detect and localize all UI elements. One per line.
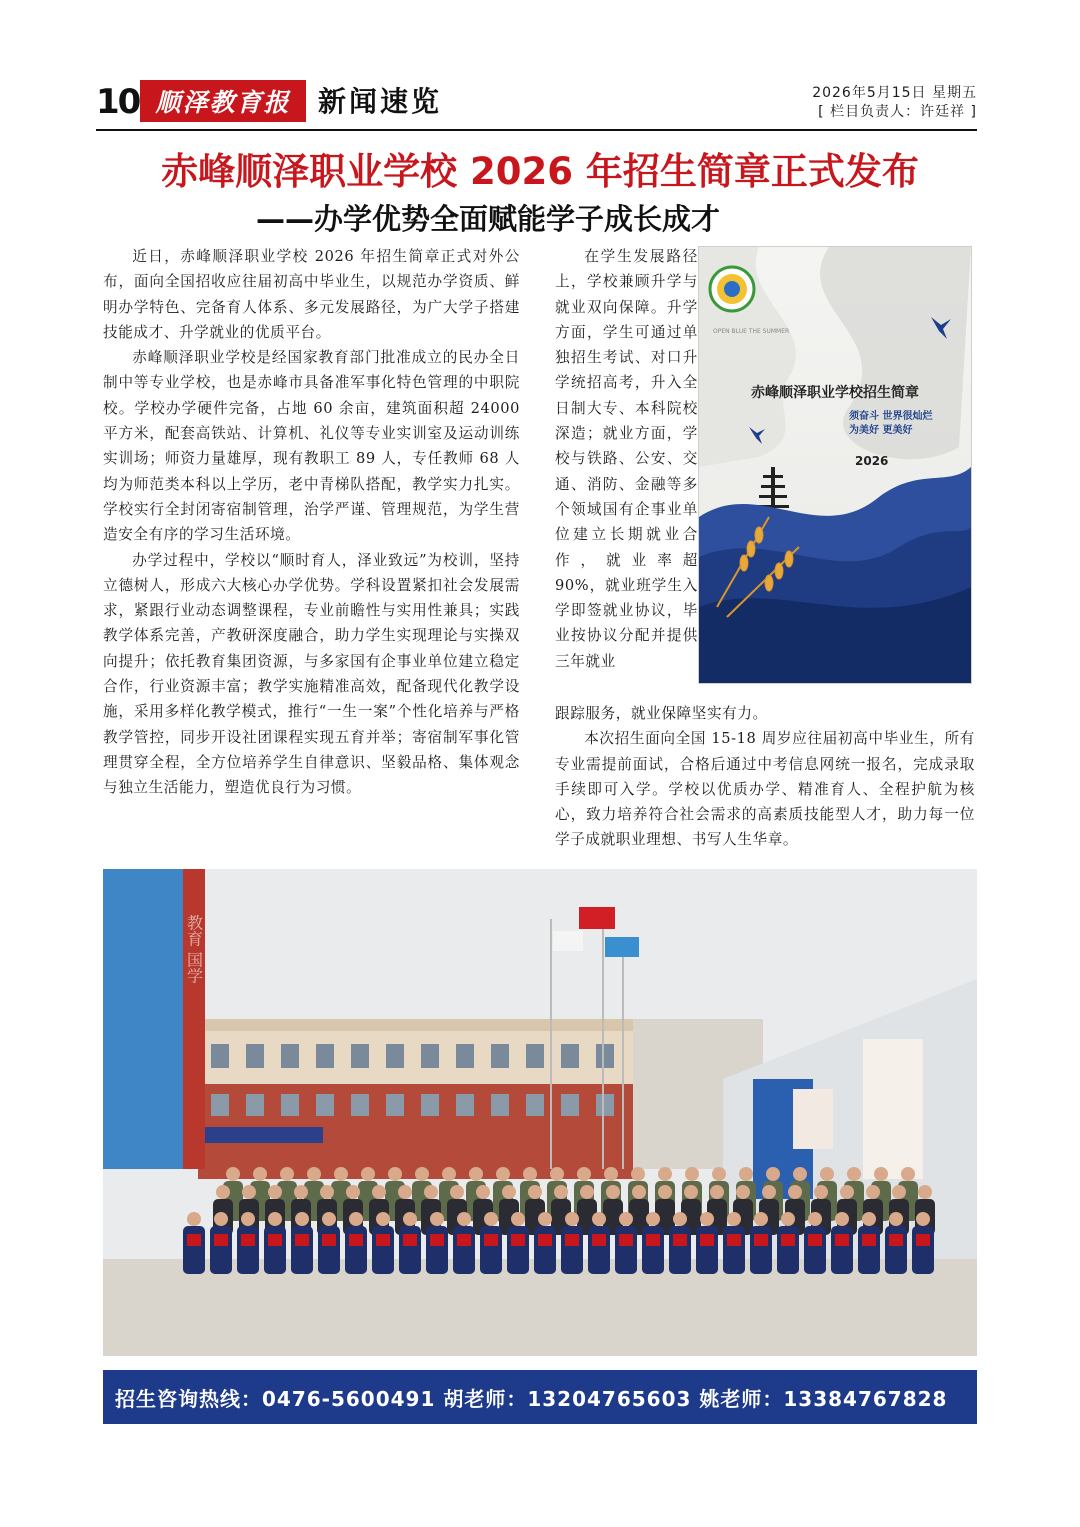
subheadline: ——办学优势全面赋能学子成长成才 <box>256 202 721 236</box>
school-building <box>198 1019 638 1179</box>
brochure-slogan-1: 须奋斗 世界很灿烂 <box>849 411 933 422</box>
paragraph-2: 赤峰顺泽职业学校是经国家教育部门批准成立的民办全日制中等专业学校，也是赤峰市具备准军事化特色管理的中职院校。学校办学硬件完备，占地 60 余亩，建筑面积超 24000 平方米，配套高铁站、计算机、礼仪等专业实训室及运动训练实训场；师资力量雄厚，现有教职工 89 人，专任教师 68 人均为师范类本科以上学历，老中青梯队搭配，教学实力扎实。学校实行全封闭寄宿制管理，治学严谨、管理规范，为学生营造安全有序的学习生活环境。 <box>103 349 520 544</box>
building-banner: 教育 国学 <box>184 914 204 984</box>
hotline-text: 招生咨询热线：0476-5600491 胡老师：13204765603 姚老师：13384767828 <box>115 1386 948 1411</box>
paragraph-4: 在学生发展路径上，学校兼顾升学与就业双向保障。升学方面，学生可通过单独招生考试、对口升学统招高考，升入全日制大专、本科院校深造；就业方面，学校与铁路、公安、交通、消防、金融等多个领域国有企事业单位建立长期就业合作，就业率超 90%，就业班学生入学即签就业协议，毕业按协议分配并提供三年就业 <box>555 248 698 670</box>
paper-name-logo <box>140 80 306 122</box>
national-flag <box>579 907 615 929</box>
headline: 赤峰顺泽职业学校 2026 年招生简章正式发布 <box>161 150 919 193</box>
group-flag <box>605 937 639 957</box>
page-number: 10 <box>96 82 140 122</box>
brochure-small-text: OPEN BLUE THE SUMMER <box>713 328 790 335</box>
brochure-cover-image <box>698 246 972 684</box>
masthead <box>0 0 1080 135</box>
header-rule <box>96 129 977 131</box>
paper-name: 顺泽教育报 <box>155 88 291 117</box>
brochure-title: 赤峰顺泽职业学校招生简章 <box>751 385 919 401</box>
paragraph-3: 办学过程中，学校以“顺时育人，泽业致远”为校训，坚持立德树人，形成六大核心办学优势。学科设置紧扣社会发展需求，紧跟行业动态调整课程，专业前瞻性与实用性兼具；实践教学体系完善，产教研深度融合，助力学生实现理论与实操双向提升；依托教育集团资源，与多家国有企事业单位建立稳定合作，行业资源丰富；教学实施精准高效，配备现代化教学设施，采用多样化教学模式，推行“一生一案”个性化培养与严格教学管控，同步开设社团课程实现五育并举；寄宿制军事化管理贯穿全程，全方位培养学生自律意识、坚毅品格、集体观念与独立生活能力，塑造优良行为习惯。 <box>103 551 520 797</box>
brochure-slogan-2: 为美好 更美好 <box>849 425 913 436</box>
paragraph-5: 本次招生面向全国 15-18 周岁应往届初高中毕业生，所有专业需提前面试，合格后通过中考信息网统一报名，完成录取手续即可入学。学校以优质办学、精准育人、全程护航为核心，致力培养符合社会需求的高素质技能型人才，助力每一位学子成就职业理想、书写人生华章。 <box>555 730 975 849</box>
paragraph-4-continuation: 跟踪服务，就业保障坚实有力。 <box>555 705 768 722</box>
paragraph-1: 近日，赤峰顺泽职业学校 2026 年招生简章正式对外公布，面向全国招收应往届初高中毕业生，以规范办学资质、鲜明办学特色、完备育人体系、多元发展路径，为广大学子搭建技能成才、升学就业的优质平台。 <box>103 248 520 341</box>
hotline-bar <box>103 1370 977 1424</box>
school-logo <box>710 267 754 311</box>
school-flag <box>553 931 583 951</box>
left-glass-wall <box>103 869 205 1169</box>
issue-date: 2026年5月15日 星期五 <box>812 85 977 101</box>
section-name: 新闻速览 <box>318 85 443 118</box>
article-right-narrow-column <box>555 244 698 674</box>
column-editor: [ 栏目负责人：许廷祥 ] <box>818 104 977 120</box>
brochure-year: 2026 <box>855 454 889 468</box>
group-photo <box>103 869 977 1356</box>
article-right-full-column <box>555 701 975 853</box>
article-left-column <box>103 244 520 801</box>
